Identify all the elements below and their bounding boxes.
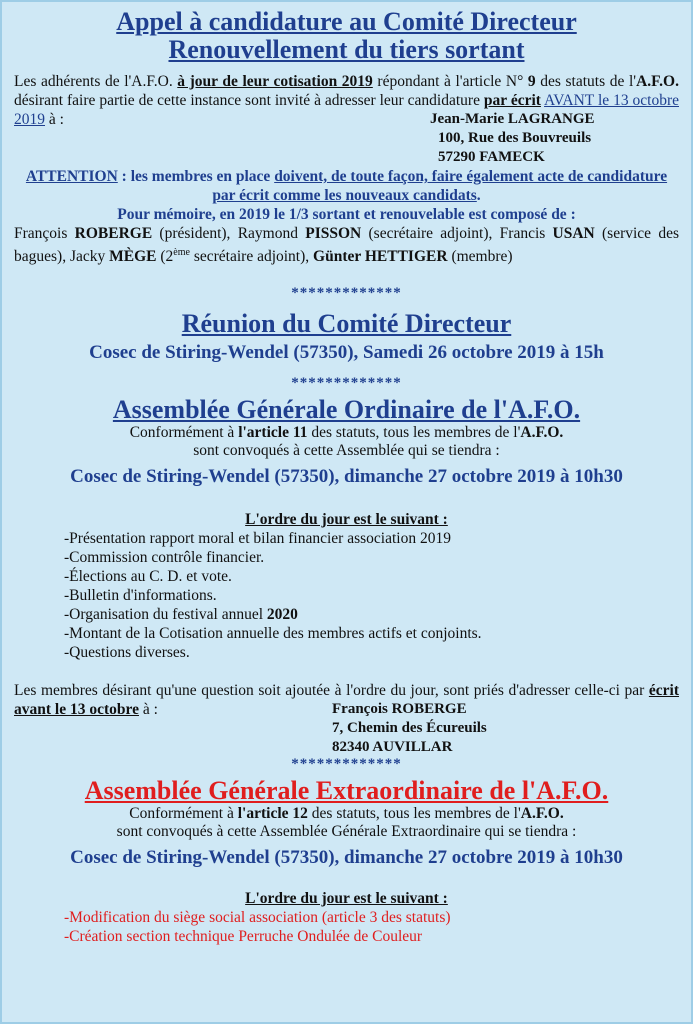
- address-line: 7, Chemin des Écureuils: [332, 720, 487, 737]
- ago-agenda-list: [2, 529, 691, 662]
- age-section: [2, 777, 691, 946]
- address-line: 57290 FAMECK: [438, 149, 545, 165]
- list-item: -Commission contrôle financier.: [64, 549, 265, 567]
- list-item: -Questions diverses.: [64, 644, 190, 662]
- text: François: [14, 225, 75, 242]
- ago-address-block: [2, 701, 691, 757]
- meeting-title: Réunion du Comité Directeur: [181, 309, 512, 339]
- text: Raymond: [237, 225, 306, 242]
- text: répondant à l'article N°: [372, 73, 528, 90]
- ago-agenda-title: L'ordre du jour est le suivant :: [245, 511, 448, 529]
- ago-convocation-line: [2, 424, 691, 442]
- list-item: -Élections au C. D. et vote.: [64, 568, 232, 586]
- text: par écrit: [483, 92, 541, 109]
- text: (secrétaire adjoint),: [361, 225, 500, 242]
- members-list: [2, 224, 691, 266]
- call-address-block: [2, 111, 691, 186]
- address-line: 100, Rue des Bouvreuils: [438, 130, 592, 146]
- text: Jacky: [69, 248, 110, 266]
- list-item: -Montant de la Cotisation annuelle des membres actifs et conjoints.: [64, 625, 482, 643]
- separator-stars: *************: [291, 285, 402, 302]
- address-line: 82340 AUVILLAR: [332, 739, 453, 756]
- call-section: [2, 2, 691, 266]
- text: PISSON: [305, 225, 362, 242]
- text: : les membres en place: [117, 168, 275, 185]
- text: A.F.O.: [520, 805, 564, 823]
- text: écrit avant le 13 octobre: [14, 682, 679, 719]
- text: USAN: [552, 225, 595, 242]
- age-agenda-list: [2, 908, 691, 946]
- address-line: François ROBERGE: [332, 701, 467, 718]
- text: désirant faire partie de cette instance sont invité à adresser leur candidature: [14, 92, 484, 109]
- list-item: -Présentation rapport moral et bilan financier association 2019: [64, 530, 451, 548]
- text: A.F.O.: [636, 73, 679, 90]
- separator-stars: *************: [291, 756, 402, 773]
- memo-line: Pour mémoire, en 2019 le 1/3 sortant et renouvelable est composé de :: [117, 206, 576, 223]
- call-title: Appel à candidature au Comité Directeur: [116, 7, 577, 36]
- text: (2: [156, 248, 174, 266]
- text: à jour de leur cotisation 2019: [177, 73, 373, 90]
- text: A.F.O.: [520, 424, 564, 442]
- text: 2020: [266, 606, 298, 624]
- meeting-venue: Cosec de Stiring-Wendel (57350), Samedi 26 octobre 2019 à 15h: [89, 342, 604, 364]
- text: .: [476, 187, 481, 204]
- age-title: Assemblée Générale Extraordinaire de l'A.F.O.: [84, 776, 609, 806]
- ago-venue: Cosec de Stiring-Wendel (57350), dimanche 27 octobre 2019 à 10h30: [70, 466, 623, 488]
- text: à :: [45, 111, 64, 128]
- age-convocation-line: [2, 805, 691, 823]
- list-item: -Bulletin d'informations.: [64, 587, 217, 605]
- text: Francis: [499, 225, 553, 242]
- text: Conformément à: [129, 424, 239, 442]
- text: ROBERGE: [74, 225, 153, 242]
- text: ATTENTION: [25, 168, 118, 185]
- age-convocation-line: sont convoqués à cette Assemblée Générale Extraordinaire qui se tiendra :: [116, 823, 577, 841]
- text: 9: [527, 73, 536, 90]
- address-line: Jean-Marie LAGRANGE: [430, 111, 595, 127]
- text: secrétaire adjoint),: [189, 248, 314, 266]
- text: Günter: [313, 248, 365, 266]
- text: (membre): [447, 248, 513, 266]
- text: des statuts, tous les membres de l': [307, 424, 521, 442]
- text: Les adhérents de l'A.F.O.: [14, 73, 178, 90]
- text: des statuts, tous les membres de l': [307, 805, 521, 823]
- text: -Organisation du festival annuel: [64, 606, 267, 624]
- list-item: -Création section technique Perruche Ondulée de Couleur: [64, 928, 423, 946]
- text: à :: [138, 701, 158, 719]
- text: ème: [173, 247, 190, 258]
- call-subtitle: Renouvellement du tiers sortant: [168, 35, 525, 64]
- age-agenda-title: L'ordre du jour est le suivant :: [245, 890, 448, 908]
- text: (président),: [152, 225, 238, 242]
- text: l'article 12: [237, 805, 308, 823]
- text: MÈGE: [109, 248, 157, 266]
- age-venue: Cosec de Stiring-Wendel (57350), dimanche 27 octobre 2019 à 10h30: [70, 847, 623, 869]
- list-item: -Modification du siège social association (article 3 des statuts): [64, 909, 451, 927]
- text: Conformément à: [129, 805, 238, 823]
- separator-stars: *************: [291, 375, 402, 392]
- text: des statuts de l': [535, 73, 637, 90]
- meeting-section: [2, 310, 691, 364]
- text: HETTIGER: [364, 248, 448, 266]
- ago-section: [2, 396, 691, 757]
- ago-convocation-line: sont convoqués à cette Assemblée qui se tiendra :: [193, 442, 500, 460]
- list-item: [64, 605, 691, 624]
- ago-title: Assemblée Générale Ordinaire de l'A.F.O.: [112, 395, 581, 425]
- text: doivent, de toute façon, faire également acte de candidature par écrit comme les nouveaux candidats: [212, 168, 668, 204]
- text: l'article 11: [238, 424, 308, 442]
- text: Les membres désirant qu'une question soit ajoutée à l'ordre du jour, sont priés d'adresser celle-ci par: [14, 682, 649, 700]
- text: (service des bagues),: [14, 225, 679, 266]
- text: AVANT le 13 octobre 2019: [14, 92, 679, 128]
